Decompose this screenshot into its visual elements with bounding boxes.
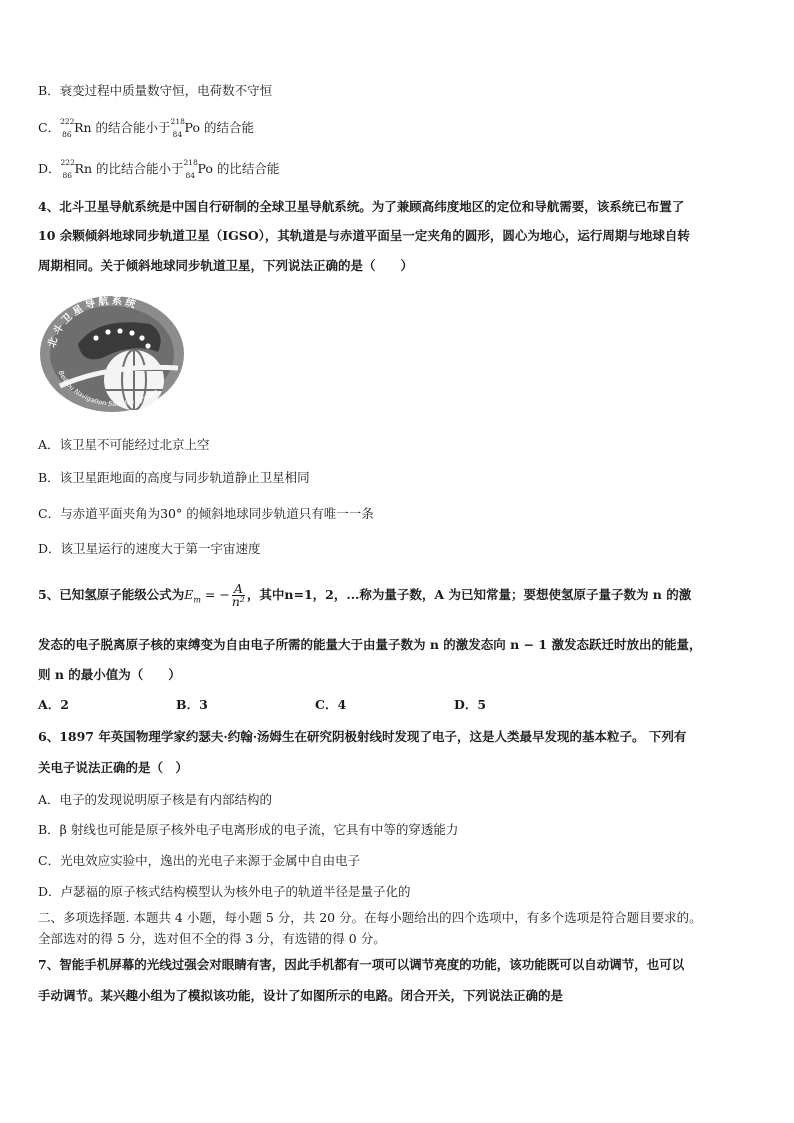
- radon-mass-number: 222: [60, 158, 75, 167]
- q5-option-d: D．5: [454, 697, 487, 712]
- q6-option-a: A．电子的发现说明原子核是有内部结构的: [38, 792, 273, 807]
- polonium-nuclide: [183, 158, 213, 180]
- q6-stem-line2: 关电子说法正确的是（ ）: [38, 760, 189, 775]
- radon-atomic-number: 86: [62, 130, 72, 139]
- q5-option-b: B．3: [176, 697, 208, 712]
- q6-stem-line1: 6、1897 年英国物理学家约瑟夫·约翰·汤姆生在研究阴极射线时发现了电子，这是人类最早发现的基本粒子。 下列有: [38, 729, 687, 744]
- section2-instructions-line1: 二、多项选择题. 本题共 4 小题，每小题 5 分，共 20 分。在每小题给出的四个选项中，有多个选项是符合题目要求的。: [38, 910, 702, 925]
- polonium-atomic-number: 84: [185, 171, 196, 180]
- q3-option-b: B．衰变过程中质量数守恒，电荷数不守恒: [38, 83, 273, 98]
- radon-nuclide: [60, 117, 92, 139]
- q4-option-a: A．该卫星不可能经过北京上空: [38, 437, 210, 452]
- formula-numerator: A: [232, 583, 245, 596]
- q4-stem-line2: 10 余颗倾斜地球同步轨道卫星（IGSO），其轨道是与赤道平面呈一定夹角的圆形，圆心为地心，运行周期与地球自转: [38, 228, 690, 243]
- radon-nuclide: [60, 158, 92, 180]
- beidou-logo-image: [38, 294, 186, 414]
- q3-option-c-suffix: 的结合能: [203, 120, 254, 135]
- q4-stem-line1: 4、北斗卫星导航系统是中国自行研制的全球卫星导航系统。为了兼顾高纬度地区的定位和导航需要，该系统已布置了: [38, 199, 685, 214]
- q3-option-d-prefix: D．: [38, 161, 61, 176]
- polonium-symbol: Po: [197, 161, 213, 176]
- polonium-atomic-number: 84: [172, 130, 183, 139]
- q3-option-d-suffix: 的比结合能: [216, 161, 280, 176]
- formula-equals: = −: [200, 587, 230, 602]
- q3-option-c: [38, 117, 254, 139]
- energy-formula: [184, 581, 247, 609]
- section2-instructions-line2: 全部选对的得 5 分，选对但不全的得 3 分，有选错的得 0 分。: [38, 931, 386, 946]
- radon-symbol: Rn: [74, 161, 92, 176]
- formula-fraction: [232, 583, 245, 608]
- q7-stem-line2: 手动调节。某兴趣小组为了模拟该功能，设计了如图所示的电路。闭合开关，下列说法正确的是: [38, 988, 564, 1003]
- q5-stem-line1-end: ，其中n=1，2，...称为量子数，A 为已知常量；要想使氢原子量子数为 n 的激: [246, 587, 692, 602]
- q3-option-c-prefix: C．: [38, 120, 61, 135]
- q5-option-a: A．2: [38, 697, 69, 712]
- q6-option-d: D．卢瑟福的原子核式结构模型认为核外电子的轨道半径是量子化的: [38, 884, 411, 899]
- q5-stem-line2: 发态的电子脱离原子核的束缚变为自由电子所需的能量大于由量子数为 n 的激发态向 n − 1 激发态跃迁时放出的能量，: [38, 637, 702, 652]
- q3-option-c-mid: 的结合能小于: [95, 120, 171, 135]
- q4-option-b: B．该卫星距地面的高度与同步轨道静止卫星相同: [38, 470, 310, 485]
- polonium-mass-number: 218: [170, 117, 185, 126]
- q6-option-c: C．光电效应实验中，逸出的光电子来源于金属中自由电子: [38, 853, 361, 868]
- q6-option-b: B．β 射线也可能是原子核外电子电离形成的电子流，它具有中等的穿透能力: [38, 822, 459, 837]
- q3-option-d: [38, 158, 280, 180]
- q3-option-d-mid: 的比结合能小于: [95, 161, 184, 176]
- radon-symbol: Rn: [74, 120, 92, 135]
- polonium-mass-number: 218: [183, 158, 198, 167]
- formula-subscript: m: [193, 595, 201, 605]
- q4-stem-line3: 周期相同。关于倾斜地球同步轨道卫星，下列说法正确的是（ ）: [38, 258, 414, 273]
- q5-stem-line3: 则 n 的最小值为（ ）: [38, 667, 181, 682]
- formula-lhs: E: [184, 587, 194, 602]
- formula-denominator: n²: [231, 594, 245, 609]
- polonium-symbol: Po: [184, 120, 200, 135]
- radon-atomic-number: 86: [62, 171, 73, 180]
- polonium-nuclide: [170, 117, 200, 139]
- q5-option-c: C．4: [315, 697, 347, 712]
- logo-english-text: BeiDou Navigation Satellite System: [56, 369, 160, 408]
- q4-option-c: C．与赤道平面夹角为30° 的倾斜地球同步轨道只有唯一一条: [38, 506, 374, 521]
- q5-stem-line1: [38, 582, 691, 614]
- q7-stem-line1: 7、智能手机屏幕的光线过强会对眼睛有害，因此手机都有一项可以调节亮度的功能，该功能既可以自动调节，也可以: [38, 957, 685, 972]
- q5-stem-line1-start: 5、已知氢原子能级公式为: [38, 587, 185, 602]
- q4-option-d: D．该卫星运行的速度大于第一宇宙速度: [38, 541, 261, 556]
- radon-mass-number: 222: [60, 117, 75, 126]
- logo-chinese-text: 北斗卫星导航系统: [46, 295, 140, 349]
